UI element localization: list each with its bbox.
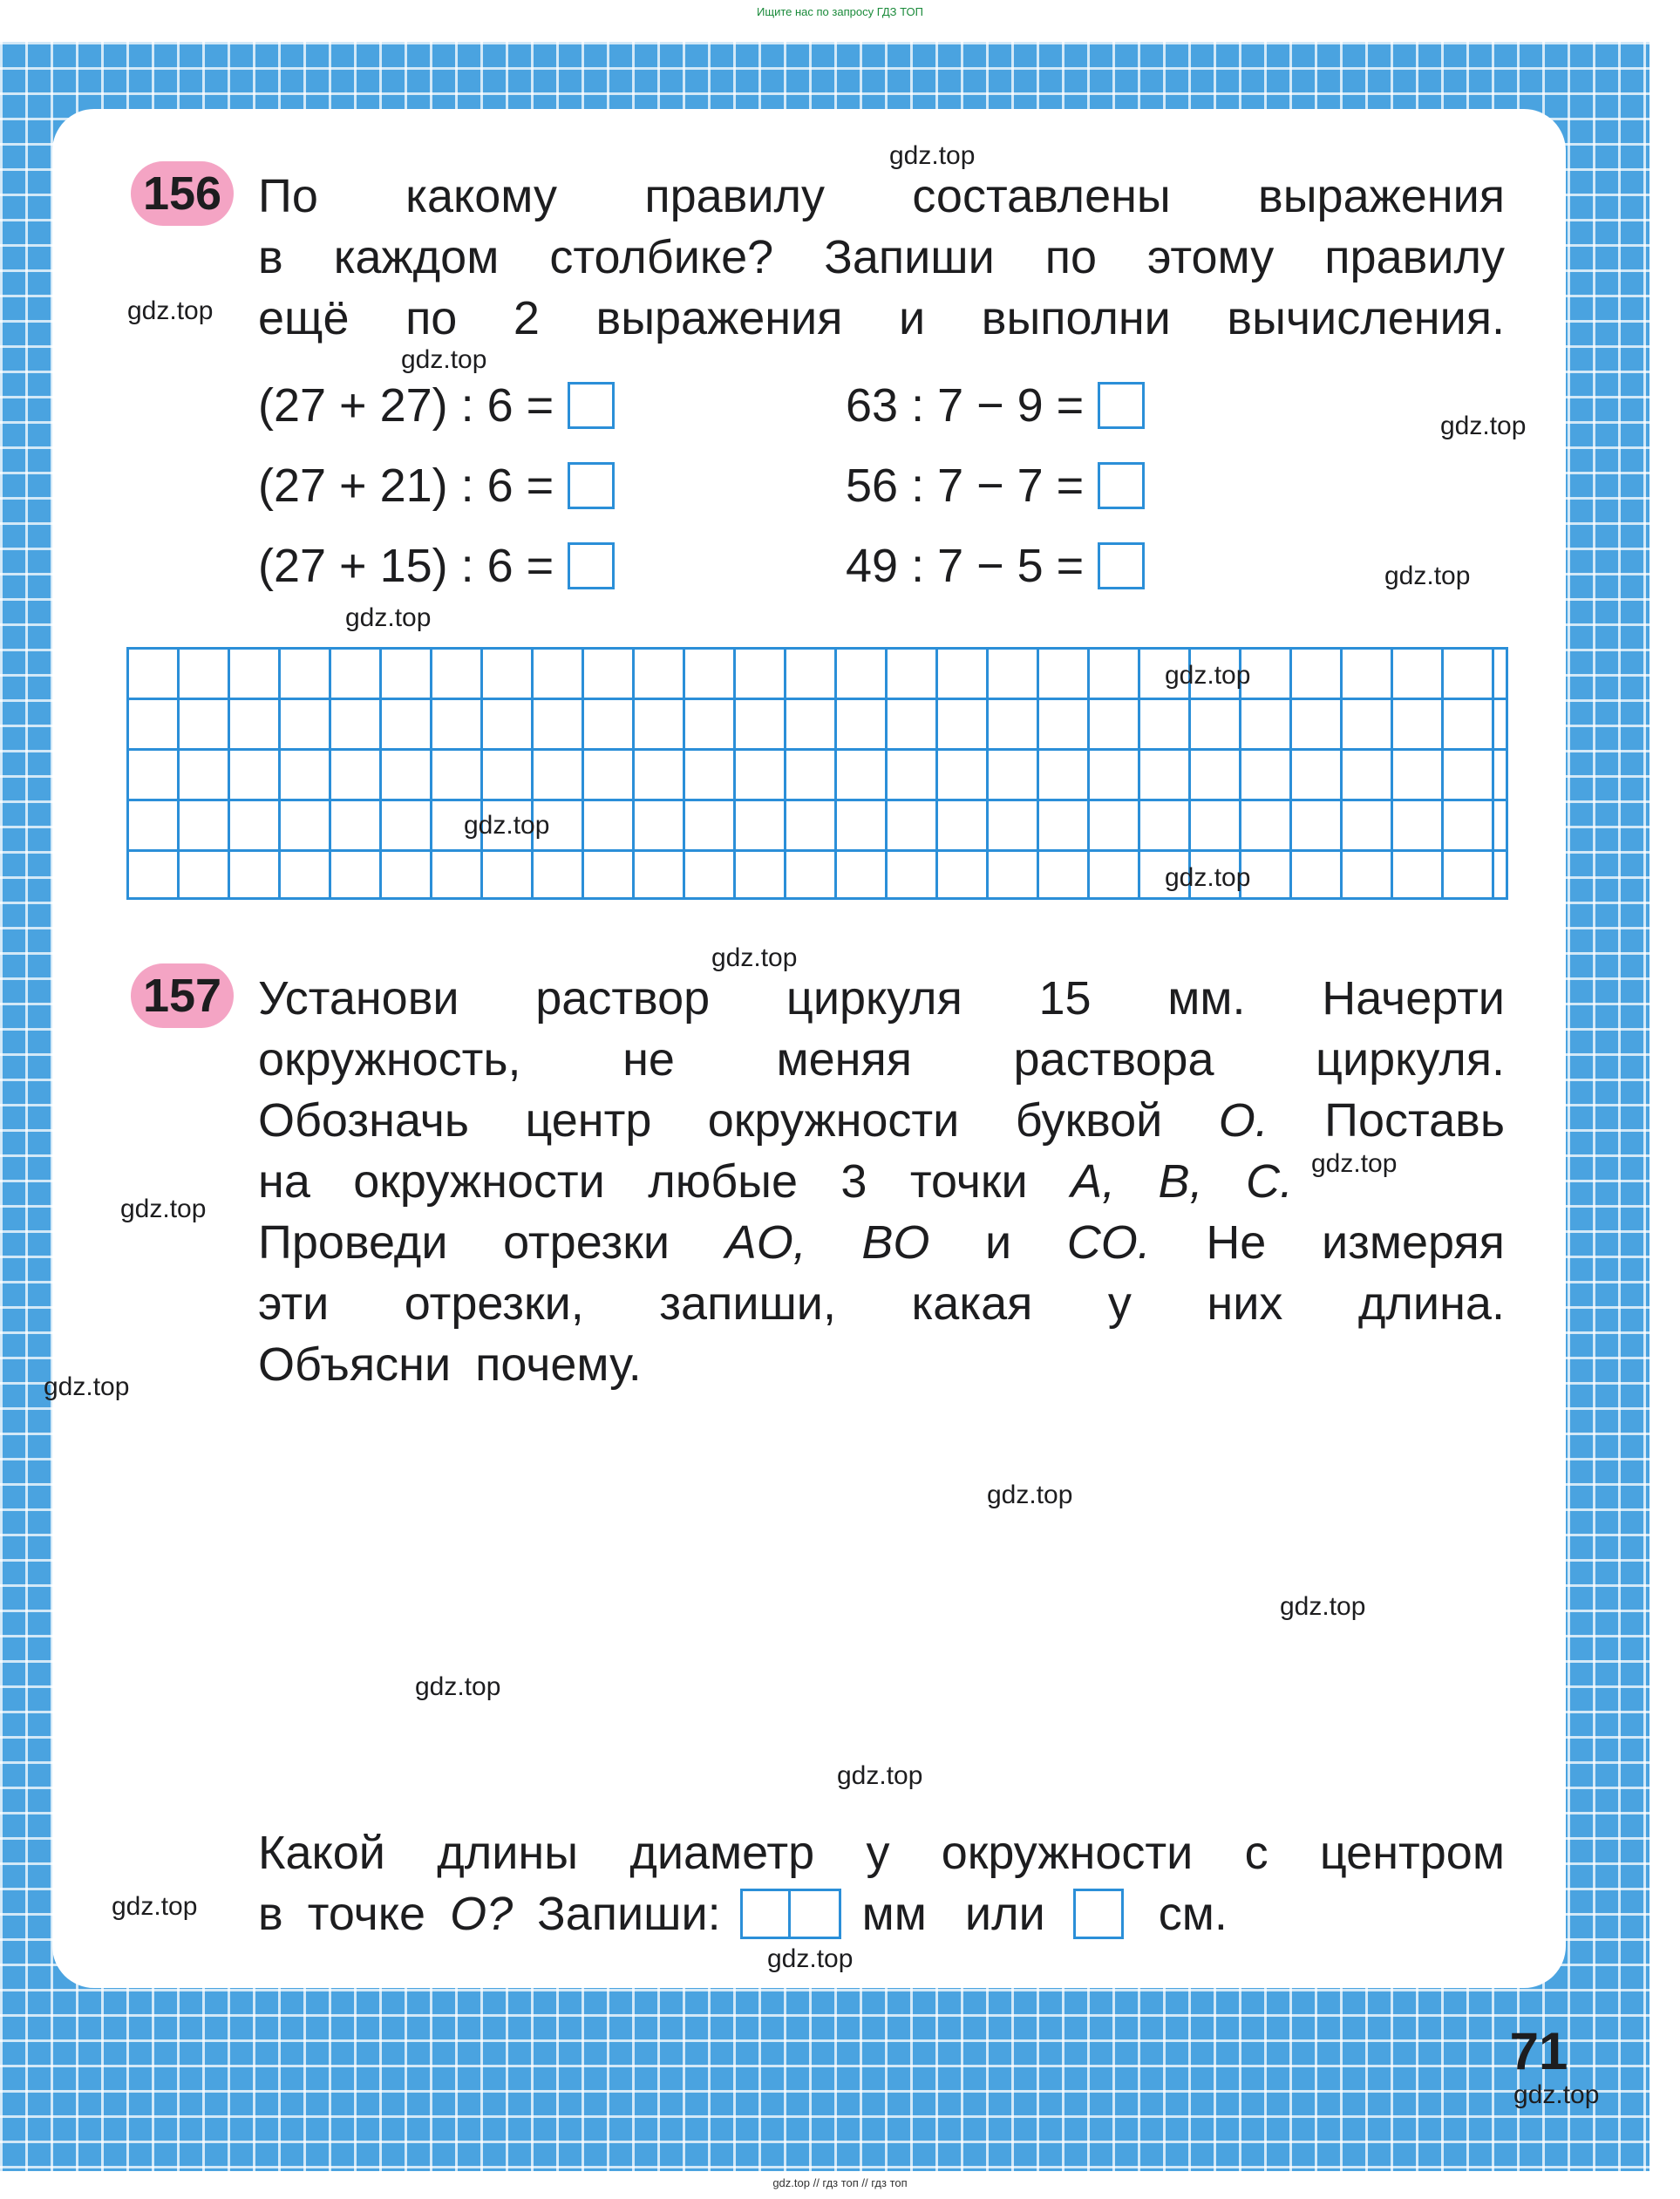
- answer-box[interactable]: [568, 542, 615, 589]
- watermark: gdz.top: [345, 603, 432, 632]
- watermark: gdz.top: [464, 811, 550, 840]
- watermark: gdz.top: [1513, 2080, 1600, 2109]
- answer-box[interactable]: [568, 382, 615, 429]
- task-157-line-6: эти отрезки, запиши, какая у них длина.: [258, 1277, 1505, 1330]
- watermark: gdz.top: [1165, 863, 1251, 892]
- task-157-line-1: Установи раствор циркуля 15 мм. Начерти: [258, 972, 1505, 1025]
- answer-box[interactable]: [740, 1889, 791, 1939]
- answer-box[interactable]: [1098, 382, 1145, 429]
- expression-left-2: (27 + 21) : 6 =: [258, 455, 615, 516]
- task-156-line-2: в каждом столбике? Запиши по этому правилу: [258, 231, 1505, 283]
- watermark: gdz.top: [767, 1944, 854, 1973]
- answer-box[interactable]: [1098, 542, 1145, 589]
- answer-box[interactable]: [1098, 462, 1145, 509]
- expression-left-3: (27 + 15) : 6 =: [258, 535, 615, 596]
- watermark: gdz.top: [112, 1892, 198, 1921]
- watermark: gdz.top: [127, 296, 214, 325]
- footer-note: gdz.top // гдз топ // гдз топ: [772, 2176, 908, 2189]
- watermark: gdz.top: [120, 1195, 207, 1223]
- task-157-line-7: Объясни почему.: [258, 1338, 642, 1391]
- watermark: gdz.top: [889, 141, 976, 170]
- watermark: gdz.top: [987, 1481, 1073, 1509]
- watermark: gdz.top: [837, 1761, 923, 1790]
- answer-box[interactable]: [568, 462, 615, 509]
- expression-right-1: 63 : 7 − 9 =: [846, 375, 1145, 436]
- task-156-line-3: ещё по 2 выражения и выполни вычисления.: [258, 292, 1505, 344]
- watermark: gdz.top: [1280, 1592, 1366, 1621]
- watermark: gdz.top: [415, 1672, 501, 1701]
- expression-right-2: 56 : 7 − 7 =: [846, 455, 1145, 516]
- watermark: gdz.top: [1165, 661, 1251, 690]
- task-157-badge: 157: [131, 963, 234, 1028]
- mm-answer-boxes[interactable]: [740, 1889, 841, 1939]
- page-number: 71: [1509, 2022, 1568, 2080]
- watermark: gdz.top: [711, 943, 798, 972]
- question-line-2: в точке O? Запиши: мм или см.: [258, 1888, 1228, 1940]
- watermark: gdz.top: [1440, 412, 1527, 440]
- watermark: gdz.top: [1384, 562, 1471, 590]
- task-156-line-1: По какому правилу составлены выражения: [258, 170, 1505, 222]
- expression-left-1: (27 + 27) : 6 =: [258, 375, 615, 436]
- expression-right-3: 49 : 7 − 5 =: [846, 535, 1145, 596]
- task-157-line-4: на окружности любые 3 точки A, B, C.: [258, 1155, 1293, 1208]
- watermark: gdz.top: [44, 1372, 130, 1401]
- watermark: gdz.top: [1311, 1149, 1398, 1178]
- answer-box[interactable]: [791, 1889, 841, 1939]
- task-157-line-2: окружность, не меняя раствора циркуля.: [258, 1033, 1505, 1086]
- answer-grid[interactable]: [126, 647, 1508, 900]
- task-156-badge: 156: [131, 161, 234, 226]
- task-157-line-5: Проведи отрезки AO, BO и CO. Не измеряя: [258, 1216, 1505, 1269]
- task-157-line-3: Обозначь центр окружности буквой O. Поставь: [258, 1094, 1505, 1147]
- cm-answer-box[interactable]: [1073, 1889, 1124, 1939]
- watermark: gdz.top: [401, 345, 487, 374]
- header-note: Ищите нас по запросу ГДЗ ТОП: [757, 5, 923, 18]
- question-line-1: Какой длины диаметр у окружности с центром: [258, 1827, 1505, 1879]
